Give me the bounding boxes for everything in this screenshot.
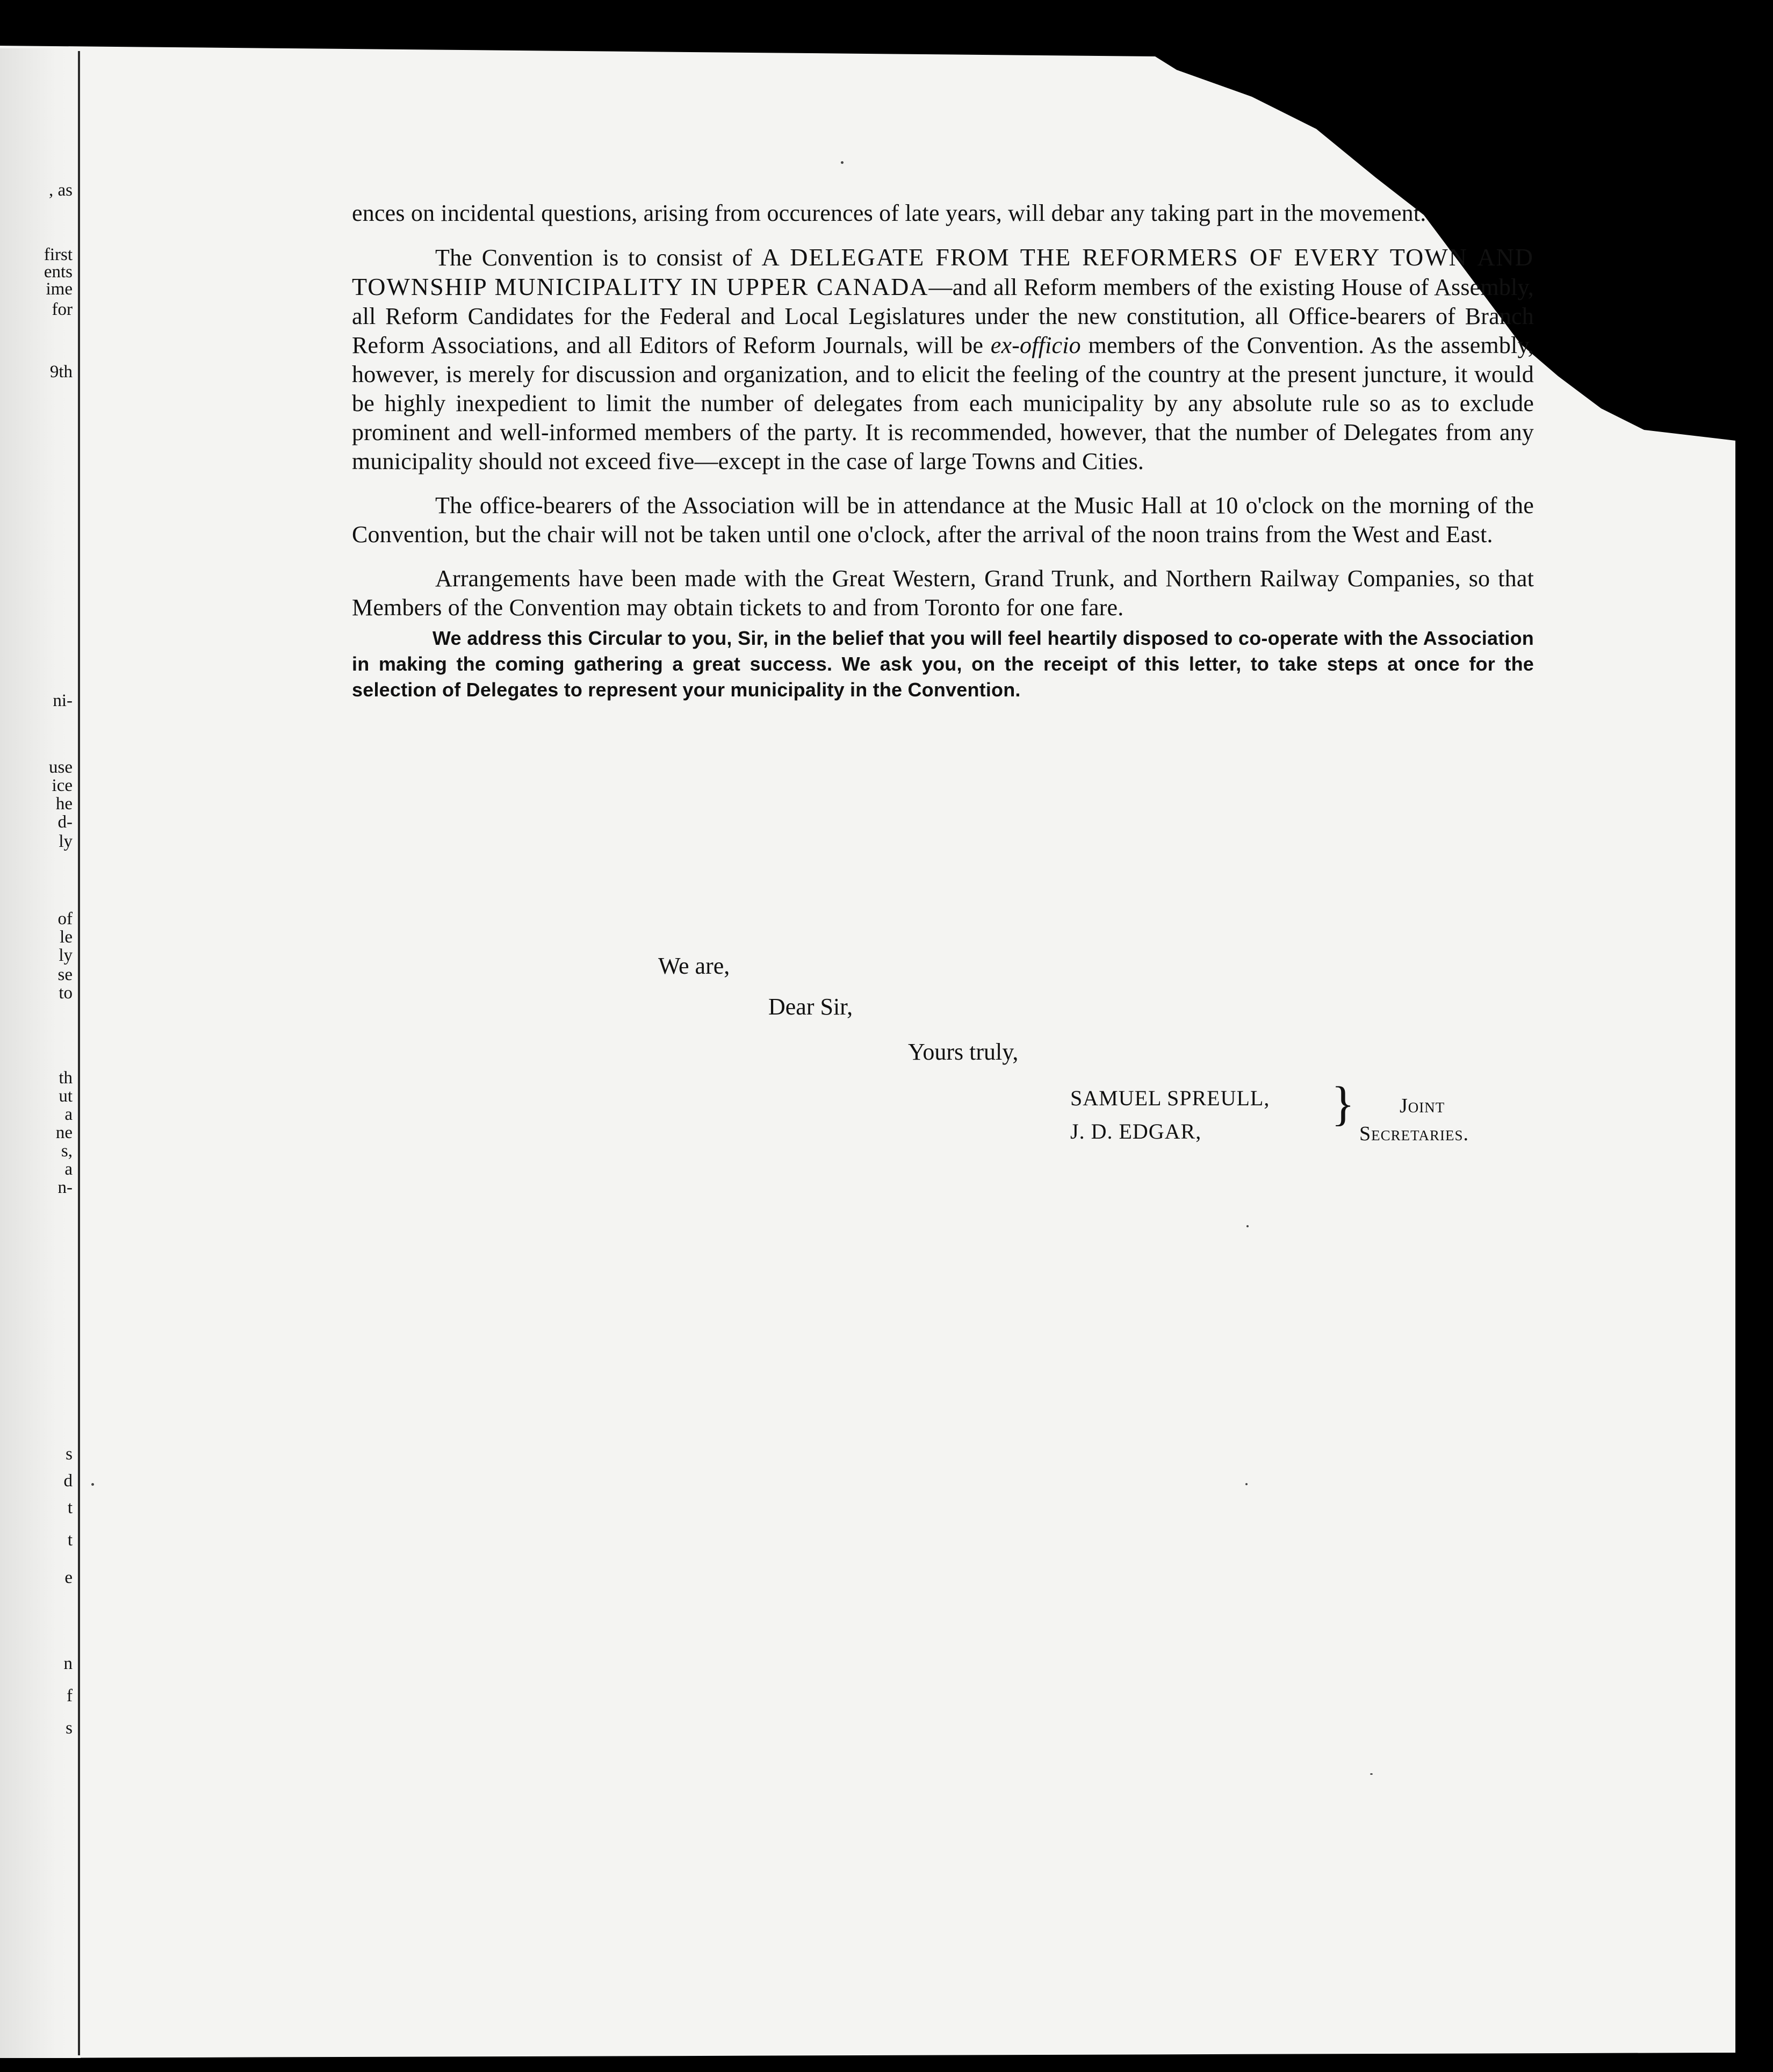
margin-fragment: d- [57, 812, 73, 832]
delegate-caps-text: A DELEGATE FROM THE REFORMERS OF EVERY TOWN AND TOWNSHIP MUNICIPALITY IN UPPER CANADA [352, 243, 1534, 300]
print-speck [91, 1483, 94, 1486]
margin-fragment: ents [44, 262, 73, 282]
adjacent-page-fragments [0, 0, 73, 2072]
margin-fragment: s, [61, 1141, 73, 1161]
convention-paragraph [352, 243, 1534, 476]
margin-fragment: ice [52, 776, 73, 795]
continuation-paragraph: ences on incidental questions, arising from occurences of late years, will debar any taking part in the movement. [352, 200, 1426, 226]
railway-paragraph: Arrangements have been made with the Great Western, Grand Trunk, and Northern Railway Companies, so that Members of the Convention may obtain tickets to and from Toronto for one fare. [352, 565, 1534, 621]
we-are-line: We are, [658, 953, 730, 979]
dear-sir-line: Dear Sir, [768, 994, 853, 1020]
print-speck [1370, 1773, 1373, 1775]
margin-fragment: t [67, 1530, 73, 1550]
margin-fragment: ni- [53, 691, 73, 710]
convention-intro: The Convention is to consist of [435, 244, 762, 271]
print-speck [1245, 1483, 1248, 1485]
secretaries-label: Secretaries. [1359, 1123, 1469, 1145]
signatory-spreull: SAMUEL SPREULL, [1070, 1086, 1270, 1110]
margin-fragment: ime [46, 279, 73, 299]
margin-fragment: a [64, 1105, 73, 1124]
margin-fragment: n- [57, 1178, 73, 1197]
margin-fragment: for [52, 300, 73, 319]
print-speck [1246, 1225, 1249, 1227]
margin-fragment: t [67, 1498, 73, 1517]
brace-symbol: } [1331, 1077, 1355, 1131]
margin-fragment: s [66, 1718, 73, 1738]
margin-fragment: n [63, 1654, 73, 1673]
margin-fragment: of [57, 909, 73, 929]
margin-fragment: use [49, 758, 73, 777]
margin-fragment: ly [59, 832, 73, 851]
margin-fragment: se [57, 965, 73, 984]
signatory-edgar: J. D. EDGAR, [1070, 1119, 1202, 1143]
margin-fragment: le [60, 927, 73, 947]
convention-members: —and all Reform members of the existing House of Assembly, all Reform Candidates for the Federal and Local Legislatures under the new constitution, all Office-bearers of Branch Reform Associations, and all Editors of Reform Journals, will be [352, 274, 1534, 358]
letter-body [352, 199, 1534, 703]
margin-fragment: s [66, 1444, 73, 1464]
margin-fragment: d [63, 1471, 73, 1491]
print-speck [841, 161, 844, 164]
margin-fragment: 9th [49, 362, 73, 382]
page-gutter-line [78, 51, 80, 2055]
office-bearers-paragraph: The office-bearers of the Association will be in attendance at the Music Hall at 10 o'clock on the morning of the Convention, but the chair will not be taken until one o'clock, after the arrival of the noon trains from the West and East. [352, 492, 1534, 548]
margin-fragment: ne [55, 1123, 73, 1142]
margin-fragment: to [59, 983, 73, 1003]
circular-request-paragraph: We address this Circular to you, Sir, in the belief that you will feel heartily disposed to co-operate with the Association in making the coming gathering a great success. We ask you, on the receipt of this letter, to take steps at once for the selection of Delegates to represent your municipality in the Convention. [352, 627, 1534, 701]
margin-fragment: ly [59, 946, 73, 965]
margin-fragment: th [59, 1068, 73, 1088]
margin-fragment: , as [49, 181, 73, 200]
margin-fragment: ut [59, 1087, 73, 1106]
margin-fragment: first [44, 245, 73, 264]
yours-truly-line: Yours truly, [908, 1039, 1019, 1065]
ex-officio-italic: ex-officio [990, 332, 1081, 358]
margin-fragment: a [64, 1160, 73, 1179]
joint-label: Joint [1400, 1095, 1445, 1117]
margin-fragment: e [64, 1568, 73, 1587]
margin-fragment: f [67, 1686, 73, 1706]
margin-fragment: he [55, 794, 73, 814]
convention-details: members of the Convention. As the assembly, however, is merely for discussion and organization, and to elicit the feeling of the country at the present juncture, it would be highly inexpedient to limit the number of delegates from each municipality by any absolute rule so as to exclude prominent and well-informed members of the party. It is recommended, however, that the number of Delegates from any municipality should not exceed five—except in the case of large Towns and Cities. [352, 332, 1534, 474]
